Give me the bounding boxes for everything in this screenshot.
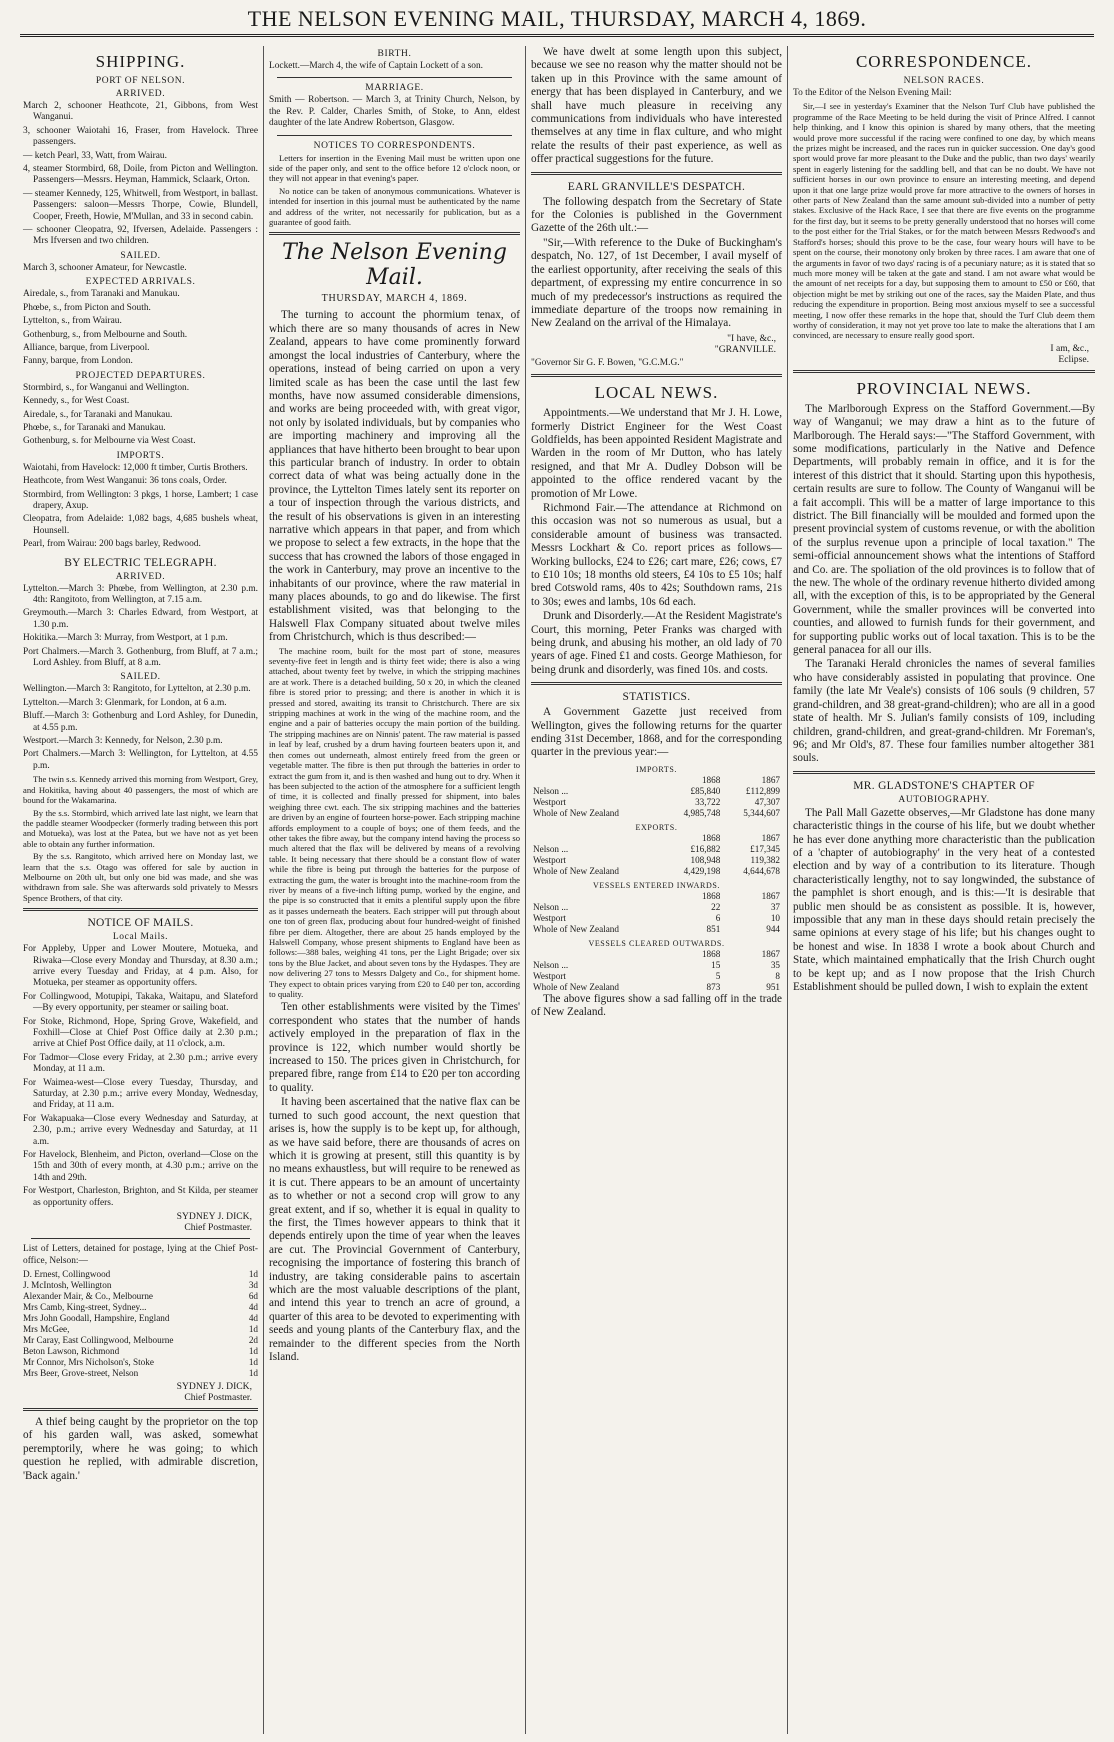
- statistics-title: STATISTICS.: [622, 691, 691, 704]
- tel-sailed-heading: SAILED.: [120, 672, 161, 683]
- birth-title: BIRTH.: [377, 49, 412, 59]
- marriage-title: MARRIAGE.: [365, 83, 424, 94]
- letter-due: 2d: [248, 1334, 258, 1345]
- letter-name: Mr Connor, Mrs Nicholson's, Stoke: [23, 1356, 154, 1367]
- provincial-title: PROVINCIAL NEWS.: [856, 378, 1032, 398]
- table-row: [531, 808, 782, 819]
- stat-year: 1867: [761, 774, 780, 785]
- table-row: [531, 855, 782, 866]
- list-item: Stormbird, from Wellington: 3 pkgs, 1 horse, Lambert; 1 case drapery, Axup.: [23, 489, 258, 511]
- list-item: Greymouth.—March 3: Charles Edward, from Westport, at 1.30 p.m.: [23, 608, 258, 630]
- shipping-note: The twin s.s. Kennedy arrived this morning from Westport, Grey, and Hokitika, having about 40 passengers, the most of which are bound for the Wakamarina.: [23, 774, 258, 806]
- gladstone-subtitle: AUTOBIOGRAPHY.: [898, 794, 990, 805]
- stat-section-heading: [531, 935, 782, 949]
- provincial-paragraph: The Marlborough Express on the Stafford Government.—By way of Wanganui; we may draw a hint as to the future of Marlborough. The Herald says:—"The Stafford Government, with some modifications, particularly in the Native and Defence Departments, will probably remain in office, and it is for the interest of this district that it should. Starting upon this hypothesis, certain results are sure to follow. The County of Wanganui will be a fait accompli. This will be a matter of large importance to this district. The Bill financially will be moulded and formed upon the present provincial system of customs revenue, or with the abolition of the surplus revenue upon a principle of local taxation." The semi-official announcement shows what the intentions of Stafford and Co. are. The spoliation of the old provinces is to follow that of the new. The whole of the ordinary revenue hitherto divided among all, with the exception of this, is to be appropriated by the General Government, while the smaller provinces will be converted into counties, and allowed to furnish funds for their government, and for supporting public works out of local taxation. This is to be the general panacea for all our ills.: [793, 402, 1095, 657]
- list-item: Phœbe, s., for Taranaki and Manukau.: [23, 422, 166, 433]
- list-item: Fanny, barque, from London.: [23, 356, 133, 367]
- letters-intro: List of Letters, detained for postage, lying at the Chief Post-office, Nelson:—: [23, 1244, 258, 1266]
- tel-arrived-list: [23, 584, 258, 670]
- stat-value: 4,644,678: [743, 865, 780, 876]
- shipping-note: By the s.s. Rangitoto, which arrived here on Monday last, we learn that the s.s. Otago was offered for sale by auction in Melbourne on 20th ult, but only one bid was made, and she was withdrawn from sale. She was afterwards sold privately to Messrs Spence Brothers, of that city.: [23, 851, 258, 903]
- masthead: THE NELSON EVENING MAIL, THURSDAY, MARCH 4, 1869.: [20, 6, 1094, 37]
- list-item: Gothenburg, s., from Melbourne and South.: [23, 329, 188, 340]
- stat-heading: IMPORTS.: [636, 764, 677, 774]
- mails-title: NOTICE OF MAILS.: [87, 917, 194, 930]
- list-item: Bluff.—March 3: Gothenburg and Lord Ashley, for Dunedin, at 4.55 p.m.: [23, 711, 258, 733]
- stat-heading: VESSELS CLEARED OUTWARDS.: [588, 938, 725, 948]
- statistics-table: [531, 761, 782, 993]
- stat-value: £112,899: [745, 785, 780, 796]
- stat-value: 15: [711, 959, 721, 970]
- list-item: Gothenburg, s. for Melbourne via West Coast.: [23, 436, 196, 447]
- port-heading: PORT OF NELSON.: [95, 76, 186, 86]
- stat-value: 22: [711, 901, 721, 912]
- letter-name: Beton Lawson, Richmond: [23, 1345, 120, 1356]
- stat-label: Whole of New Zealand: [533, 923, 619, 934]
- shipping-title: SHIPPING.: [95, 52, 186, 71]
- birth-text: Lockett.—March 4, the wife of Captain Lockett of a son.: [269, 61, 483, 71]
- table-row: [23, 1269, 258, 1280]
- list-item: Cleopatra, from Adelaide: 1,082 bags, 4,685 bushels wheat, Hounsell.: [23, 514, 258, 536]
- list-item: Stormbird, s., for Wanganui and Wellington.: [23, 382, 190, 393]
- table-row: [23, 1335, 258, 1346]
- leader-quote-paragraph: The machine room, built for the most part of stone, measures seventy-five feet in length and is thirty feet wide; there is also a wing attached, about twenty feet by twelve, in which the stripping machines are at work. There is a detached building, 50 x 20, in which the cleaned fibre is stored prior to pressing; and there is another in which it is pressed and stored, awaiting its transit to Christchurch. There are six stripping machines at work in the wing of the machine room, and the engine and a pair of batteries occupy the main portion of the building. The stripping machines are on Ninnis' patent. The raw material is passed in leaf by leaf, crushed by a drum having fourteen beaters upon it, and then comes out underneath, almost entirely freed from the green or vegetable matter. The fibre is then put through the batteries in order to extract the gum from it, and is then washed and hung out to dry. When it has been subjected to the action of the atmosphere for a sufficient length of time, it is collected and finally pressed for shipment, into bales weighing three cwt. each. The six stripping machines and the batteries are driven by an engine of fourteen horse-power. Each stripping machine affords employment to a couple of boys; one of them feeds, and the other takes the fibre away, but the company intend having the process so much altered that the flax will be delivered by means of a revolving table. It being necessary that there should be a constant flow of water while the fibre is being put through the batteries for the purpose of extracting the gum, the water is brought into the machine-room from the river by means of a five-inch lifting pump, worked by the engine, and the pipe is so constructed that it emits a plentiful supply upon the fibre as it passes underneath the beaters. Each stripper will put through about one ton of green flax, producing about four hundred-weight of finished fibre per diem. Altogether, there are about 25 hands employed by the Halswell Company, whose present shipments to England have been as follows:—388 bales, weighing 41 tons, per the Light Brigade; over six tons by the Blue Jacket, and about seven tons by the Hydaspes. They are now delivering 27 tons to Messrs Dalgety and Co., for shipment home. They expect to obtain prices varying from £20 to £40 per ton, according to quality.: [269, 645, 520, 1000]
- arrived-list: [23, 101, 258, 248]
- thief-paragraph-wrap: [23, 1416, 258, 1483]
- table-row: [531, 797, 782, 808]
- letter-due: 6d: [248, 1290, 258, 1301]
- table-row: [23, 1324, 258, 1335]
- granville-signer: "GRANVILLE.: [714, 343, 776, 355]
- granville-recipient: "Governor Sir G. F. Bowen, "G.C.M.G.": [531, 357, 684, 368]
- paper-title: The Nelson Evening Mail.: [282, 240, 507, 291]
- table-row: [23, 1302, 258, 1313]
- letter-due: 1d: [248, 1323, 258, 1334]
- thief-paragraph: A thief being caught by the proprietor on the top of his garden wall, was asked, somewhat peremptorily, where he was going; to which question he replied, with admirable discretion, 'Back again.': [23, 1415, 258, 1482]
- leader-continued: [269, 1001, 520, 1364]
- list-item: For Appleby, Upper and Lower Moutere, Motueka, and Riwaka—Close every Monday and Thursday, at 8.30 a.m.; arrive every Tuesday and Friday, at 4 p.m. Also, for Motueka, per steamer as opportunity offers.: [23, 944, 258, 989]
- correspondence-body: Sir,—I see in yesterday's Examiner that the Nelson Turf Club have published the programme of the Race Meeting to be held during the visit of Prince Alfred. I cannot help thinking, and I know this opinion is shared by many others, that the meeting would prove more successful if the racing were confined to one day, by which means the prizes might be increased, and the races run in quicker succession. One day's good sport would prove far more pleasant to the Duke and the public, than two days' wearily spent in eagerly listening for the saddling bell, and that can be no doubt. We have not sufficient horses in our own province to ensure an interesting meeting, and depend upon it that one large prize would prove far more attractive to the owners of horses in other parts of New Zealand than the same amount sub-divided into a number of petty stakes. Exclusive of the Hack Race, I see that there are five events on the programme for the first day, but it seems to be pretty generally understood that no horses will come to the post either for the Trial Stakes, or for the match between Messrs Redwood's and Stafford's horses; should this prove to be the case, four weary hours will have to be spent on the course, their monotony only broken by three races. I am aware that one of the arguments in favor of two days' racing is of a pecuniary nature; as it is stated that so much more money will be taken at the gate and stand. I am not aware what would be the amount of net receipts for a day, but supposing them to amount to £50 or £60, that objection might be met by striking out one of the races, say the Maiden Plate, and thus reducing the expenditure in proportion. Being most anxious myself to see a successful meeting, I now offer these remarks in the hope that, should the Turf Club deem them worthy of consideration, it may not yet prove too late to make the alterations that I am convinced, are necessary to ensure really good sport.: [793, 101, 1095, 341]
- imports-heading: IMPORTS.: [116, 450, 165, 461]
- list-item: For Waimea-west—Close every Tuesday, Thursday, and Saturday, at 2.30 p.m.; arrive every Monday, Wednesday, and Friday, at 11 a.m.: [23, 1077, 258, 1111]
- list-item: Westport.—March 3: Kennedy, for Nelson, 2.30 p.m.: [23, 736, 223, 747]
- divider: [793, 771, 1095, 774]
- letter-name: D. Ernest, Collingwood: [23, 1268, 111, 1279]
- leader-paragraph: We have dwelt at some length upon this subject, because we see no reason why the matter should not be taken up in this Province with the same amount of energy that has been displayed in Canterbury, and we shall have much pleasure in receiving any communications from individuals who have interested themselves at any time in flax culture, and who might relate the results of their past experience, as well as offer practical suggestions for the future.: [531, 46, 782, 166]
- letter-due: 1d: [248, 1367, 258, 1378]
- stat-value: 944: [766, 923, 780, 934]
- letter-due: 1d: [248, 1356, 258, 1367]
- telegraph-heading: BY ELECTRIC TELEGRAPH.: [64, 556, 217, 569]
- list-item: Heathcote, from West Wanganui: 36 tons coals, Order.: [23, 476, 227, 487]
- gladstone-body-wrap: [793, 807, 1095, 995]
- stat-value: 4,429,198: [683, 865, 721, 876]
- paper-date: THURSDAY, MARCH 4, 1869.: [321, 293, 468, 305]
- table-row: [531, 866, 782, 877]
- list-item: Wellington.—March 3: Rangitoto, for Lyttelton, at 2.30 p.m.: [23, 684, 251, 695]
- stat-years: [531, 891, 782, 902]
- list-item: 3, schooner Waiotahi 16, Fraser, from Havelock. Three passengers.: [23, 125, 258, 148]
- postmaster-signature: [23, 1381, 252, 1403]
- notices-paragraph: Letters for insertion in the Evening Mail must be written upon one side of the paper only, and sent to the office before 12 o'clock noon, or they will not appear in that evening's paper.: [269, 152, 520, 184]
- table-row: [531, 786, 782, 797]
- stat-value: 119,382: [750, 854, 780, 865]
- table-row: [23, 1357, 258, 1368]
- stat-value: 6: [715, 912, 721, 923]
- list-item: Kennedy, s., for West Coast.: [23, 396, 130, 407]
- granville-close: "I have, &c.,: [727, 332, 776, 344]
- tel-arrived-heading: ARRIVED.: [115, 571, 166, 582]
- table-row: [23, 1313, 258, 1324]
- mails-subtitle: Local Mails.: [112, 932, 169, 943]
- list-item: Airedale, s., from Taranaki and Manukau.: [23, 289, 180, 300]
- list-item: Hokitika.—March 3: Murray, from Westport, at 1 p.m.: [23, 633, 228, 644]
- provincial-body: [793, 403, 1095, 766]
- correspondence-title: CORRESPONDENCE.: [855, 52, 1033, 71]
- list-item: Pearl, from Wairau: 200 bags barley, Redwood.: [23, 539, 201, 550]
- table-row: [531, 960, 782, 971]
- stat-value: 8: [775, 970, 780, 981]
- signature-title: Chief Postmaster.: [184, 1222, 252, 1234]
- table-row: [531, 844, 782, 855]
- leader-paragraph: Ten other establishments were visited by the Times' correspondent who states that the number of hands actively employed in the preparation of flax in the province is 122, which number would shortly be increased to 150. The prices given in Christchurch, for prepared fibre, range from £14 to £20 per ton according to quality.: [269, 1001, 520, 1094]
- sailed-heading: SAILED.: [120, 250, 161, 261]
- stat-value: 951: [766, 981, 780, 992]
- letter-name: Mr Caray, East Collingwood, Melbourne: [23, 1334, 174, 1345]
- expected-heading: EXPECTED ARRIVALS.: [85, 277, 196, 288]
- statistics-footer: The above figures show a sad falling off in the trade of New Zealand.: [531, 992, 782, 1019]
- letter-due: 1d: [248, 1345, 258, 1356]
- stat-years: [531, 949, 782, 960]
- list-item: — steamer Kennedy, 125, Whitwell, from Westport, in ballast. Passengers: saloon—Messrs Thorpe, Cowie, Blundell, Cooper, Freeth, Howie, M'Mullan, and 33 in second cabin.: [23, 188, 258, 222]
- stat-label: Whole of New Zealand: [533, 981, 619, 992]
- letter-due: 4d: [248, 1301, 258, 1312]
- divider: [277, 135, 512, 136]
- list-item: Lyttelton, s., from Wairau.: [23, 316, 122, 327]
- mails-list: [23, 944, 258, 1209]
- stat-value: 37: [770, 901, 780, 912]
- divider: [531, 374, 782, 377]
- stat-label: Nelson ...: [533, 959, 569, 970]
- correspondence-subtitle: NELSON RACES.: [903, 76, 985, 86]
- list-item: Lyttelton.—March 3: Phœbe, from Wellington, at 2.30 p.m. 4th: Rangitoto, from Wellington, at 7.15 a.m.: [23, 583, 258, 605]
- list-item: Alliance, barque, from Liverpool.: [23, 342, 150, 353]
- list-item: March 3, schooner Amateur, for Newcastle.: [23, 262, 187, 273]
- stat-label: Westport: [533, 854, 566, 865]
- stat-value: £17,345: [750, 843, 780, 854]
- stat-value: 35: [770, 959, 780, 970]
- columns: [18, 46, 1100, 1734]
- statistics-footer-wrap: [531, 993, 782, 1020]
- stat-value: 851: [706, 923, 721, 934]
- list-item: Phœbe, s., from Picton and South.: [23, 302, 151, 313]
- divider: [531, 682, 782, 685]
- divider: [793, 370, 1095, 373]
- arrived-heading: ARRIVED.: [115, 89, 166, 99]
- stat-value: 10: [770, 912, 780, 923]
- stat-label: Westport: [533, 796, 566, 807]
- stat-section-heading: [531, 761, 782, 775]
- provincial-paragraph: The Taranaki Herald chronicles the names of several families who have considerably assisted in populating that province. One family (the late Mr Veale's) consists of 106 souls (9 children, 57 grand-children, and 38 great-grand-children); who are all in a good state of health. Mr S. Julian's family consists of 109, including children, grand-children, and great-grand-children. Mr Foreman's, 96; and Mr Old's, 87. These four families number altogether 381 souls.: [793, 658, 1095, 765]
- divider: [277, 77, 512, 78]
- notices-paragraph: No notice can be taken of anonymous communications. Whatever is intended for insertion in this journal must be authenticated by the name and address of the writer, not necessarily for publication, but as a guarantee of good faith.: [269, 185, 520, 228]
- correspondence-body-wrap: [793, 101, 1095, 340]
- notices-title: NOTICES TO CORRESPONDENTS.: [313, 140, 476, 151]
- stat-heading: EXPORTS.: [635, 822, 678, 832]
- column-3: [526, 46, 788, 1734]
- local-news-paragraph: Richmond Fair.—The attendance at Richmond on this occasion was not so numerous as usual, but a considerable amount of business was transacted. Messrs Lockhart & Co. report prices as follows—Working bullocks, £24 to £26; cart mare, £26; cows, £7 to £10 10s; 18 months old steers, £4 10s to £5 10s; half bred Cotswold rams, 40s to 42s; Southdown rams, 21s to 30s; ewes and lambs, 10s 6d each.: [531, 501, 782, 608]
- letter-due: 3d: [248, 1279, 258, 1290]
- stat-label: Whole of New Zealand: [533, 807, 619, 818]
- leader-end: [531, 46, 782, 167]
- letter-due: 1d: [248, 1268, 258, 1279]
- stat-label: Whole of New Zealand: [533, 865, 619, 876]
- leader-paragraph: It having been ascertained that the native flax can be turned to such good account, the next question that arises is, how the supply is to be kept up, for although, as we have said before, there are thousands of acres on which it is growing at present, still this quantity is by no means exhaustless, but will require to be renewed as it is cut. There appears to be an amount of uncertainty as to whether or not a second crop will grow to any great extent, and if so, whether it is equal in quality to the first, the Times however appears to think that it depends entirely upon the time of year when the leaves are cut. The Provincial Government of Canterbury, recognising the importance of fostering this branch of industry, are taking considerable pains to ascertain which are the most valuable descriptions of the plant, and intend this year to trench an acre of ground, a quarter of this area to be devoted to experimenting with seeds and young plants of the Canterbury flax, and the remainder to the different species from the North Island.: [269, 1096, 520, 1363]
- list-item: For Havelock, Blenheim, and Picton, overland—Close on the 15th and 30th of every month, at 4.30 p.m.; arrive on the 14th and 29th.: [23, 1150, 258, 1183]
- table-row: [23, 1346, 258, 1357]
- stat-year: 1867: [761, 948, 780, 959]
- letter-name: Mrs McGee,: [23, 1323, 70, 1334]
- letter-due: 4d: [248, 1312, 258, 1323]
- stat-value: 33,722: [695, 796, 721, 807]
- expected-list: [23, 289, 258, 367]
- stat-value: 5,344,607: [743, 807, 780, 818]
- stat-label: Westport: [533, 970, 566, 981]
- stat-value: 47,307: [754, 796, 780, 807]
- list-item: Waiotahi, from Havelock: 12,000 ft timber, Curtis Brothers.: [23, 462, 248, 473]
- list-item: — schooner Cleopatra, 92, Ifversen, Adelaide. Passengers : Mrs Ifversen and two children.: [23, 225, 258, 247]
- leader-quote: [269, 646, 520, 1000]
- stat-heading: VESSELS ENTERED INWARDS.: [592, 880, 721, 890]
- imports-list: [23, 463, 258, 551]
- divider: [31, 1238, 250, 1239]
- list-item: For Collingwood, Motupipi, Takaka, Waitapu, and Slateford—By every opportunity, per steamer or sailing boat.: [23, 991, 258, 1014]
- column-2: [264, 46, 526, 1734]
- statistics-intro-wrap: [531, 706, 782, 760]
- granville-signature: [531, 333, 776, 355]
- letter-name: Mrs Camb, King-street, Sydney...: [23, 1301, 147, 1312]
- signature-title: Chief Postmaster.: [184, 1391, 252, 1403]
- list-item: Airedale, s., for Taranaki and Manukau.: [23, 409, 173, 420]
- local-news-paragraph: Appointments.—We understand that Mr J. H. Lowe, formerly District Engineer for the West Coast Goldfields, has been appointed Resident Magistrate and Warden in the room of Mr Dutton, who has lately resigned, and that Mr A. Dudley Dobson will be appointed to the office rendered vacant by the promotion of Mr Lowe.: [531, 407, 782, 500]
- stat-year: 1868: [701, 890, 721, 901]
- shipping-note: By the s.s. Stormbird, which arrived late last night, we learn that the paddle steamer Woodpecker (formerly trading between this port and Motueka), was lost at the Patea, but we have not as yet been able to obtain any further information.: [23, 807, 258, 849]
- gladstone-title: MR. GLADSTONE'S CHAPTER OF: [853, 779, 1035, 792]
- table-row: [23, 1280, 258, 1291]
- list-item: Port Chalmers.—March 3. Gothenburg, from Bluff, at 7 a.m.; Lord Ashley. from Bluff, at 8 a.m.: [23, 646, 258, 669]
- projected-list: [23, 383, 258, 448]
- local-news-paragraph: Drunk and Disorderly.—At the Resident Magistrate's Court, this morning, Peter Franks was charged with being drunk, and abusing his mother, an old lady of 70 years of age. Fined £1 and costs. George Mathieson, for being drunk and disorderly, was fined 10s. and costs.: [531, 610, 782, 676]
- list-item: — ketch Pearl, 33, Watt, from Wairau.: [23, 150, 167, 161]
- column-1: [18, 46, 264, 1734]
- stat-label: Nelson ...: [533, 785, 569, 796]
- list-item: March 2, schooner Heathcote, 21, Gibbons, from West Wanganui.: [23, 101, 258, 123]
- stat-value: 108,948: [690, 854, 721, 865]
- correspondence-signer: Eclipse.: [1058, 353, 1089, 365]
- tel-sailed-list: [23, 684, 258, 772]
- divider: [531, 172, 782, 175]
- leader-paragraph: The turning to account the phormium tenax, of which there are so many thousands of acres in New Zealand, appears to have come prominently forward amongst the local industries of Canterbury, where the operations, instead of being carried on upon a very limited scale as has been the case until the last few months, have now assumed considerable dimensions, and works are being proceeded with, with great vigor, not only by isolated individuals, but by companies who are importing machinery and improving all the appliances that have hitherto been brought to bear upon this particular branch of industry. In order to obtain correct data of what was being actually done in the province, the Lyttelton Times lately sent its reporter on a tour of inspection through the various districts, and the result of his observations is given in an interesting narrative which appears in that paper, and from which we propose to select a few extracts, in the hope that the success that has crowned the labors of those engaged in the work in Canterbury, may prove an incentive to the inhabitants of our province, where the raw material in many places abounds, to go and do likewise. The first establishment visited, was that belonging to the Halswell Flax Company situated about twelve miles from Christchurch, which is thus described:—: [269, 309, 520, 644]
- stat-value: 4,985,748: [683, 807, 721, 818]
- signature-name: SYDNEY J. DICK,: [176, 1211, 252, 1223]
- leader-intro: [269, 309, 520, 644]
- list-item: For Westport, Charleston, Brighton, and St Kilda, per steamer as opportunity offers.: [23, 1186, 258, 1208]
- letter-name: J. McIntosh, Wellington: [23, 1279, 112, 1290]
- letter-name: Mrs John Goodall, Hampshire, England: [23, 1312, 170, 1323]
- stat-years: [531, 775, 782, 786]
- table-row: [531, 982, 782, 993]
- local-news-body: [531, 407, 782, 677]
- table-row: [531, 913, 782, 924]
- stat-year: 1868: [701, 832, 721, 843]
- list-item: For Wakapuaka—Close every Wednesday and Saturday, at 2.30, p.m.; arrive every Wednesday and Saturday, at 11 a.m.: [23, 1113, 258, 1147]
- stat-value: £16,882: [690, 843, 721, 854]
- list-item: Lyttelton.—March 3: Glenmark, for London, at 6 a.m.: [23, 697, 227, 708]
- marriage-text: Smith — Robertson. — March 3, at Trinity Church, Nelson, by the Rev. P. Calder, Charles Smith, of Stoke, to Ann, eldest daughter of the late Andrew Robertson, Glasgow.: [269, 95, 520, 129]
- stat-year: 1868: [701, 948, 721, 959]
- letter-name: Mrs Beer, Grove-street, Nelson: [23, 1367, 139, 1378]
- list-item: 4, steamer Stormbird, 68, Doile, from Picton and Wellington. Passengers—Messrs. Heyman, Hammick, Sclaark, Orton.: [23, 164, 258, 186]
- stat-label: Westport: [533, 912, 566, 923]
- correspondence-to: To the Editor of the Nelson Evening Mail:: [793, 88, 952, 98]
- stat-section-heading: [531, 819, 782, 833]
- signature-name: SYDNEY J. DICK,: [176, 1380, 252, 1392]
- table-row: [531, 924, 782, 935]
- letters-table: [23, 1269, 258, 1379]
- stat-value: £85,840: [690, 785, 721, 796]
- stat-label: Nelson ...: [533, 901, 569, 912]
- stat-value: 5: [715, 970, 721, 981]
- shipping-notes: [23, 774, 258, 903]
- list-item: For Stoke, Richmond, Hope, Spring Grove, Wakefield, and Foxhill—Close at Chief Post Office daily at 2.30 p.m.; arrive at Chief Post Office daily, at 11 o'clock, a.m.: [23, 1016, 258, 1050]
- notices-body: [269, 153, 520, 228]
- stat-label: Nelson ...: [533, 843, 569, 854]
- granville-body: [531, 196, 782, 331]
- list-item: For Tadmor—Close every Friday, at 2.30 p.m.; arrive every Monday, at 11 a.m.: [23, 1052, 258, 1075]
- table-row: [531, 902, 782, 913]
- correspondence-close: I am, &c.,: [1050, 342, 1089, 354]
- divider: [23, 908, 258, 911]
- column-4: [788, 46, 1100, 1734]
- local-news-title: LOCAL NEWS.: [594, 383, 719, 403]
- projected-heading: PROJECTED DEPARTURES.: [75, 370, 206, 381]
- postmaster-signature: [23, 1211, 252, 1233]
- stat-section-heading: [531, 877, 782, 891]
- table-row: [531, 971, 782, 982]
- granville-title: EARL GRANVILLE'S DESPATCH.: [567, 180, 746, 193]
- granville-despatch: "Sir,—With reference to the Duke of Buckingham's despatch, No. 127, of 1st December, I avail myself of the earliest opportunity, after receiving the seals of this department, of expressing my entire concurrence in so much of my predecessor's instructions as required the immediate departure of the troops now remaining in New Zealand on the arrival of the Himalaya.: [531, 236, 782, 330]
- table-row: [23, 1368, 258, 1379]
- gladstone-body: The Pall Mall Gazette observes,—Mr Gladstone has done many characteristic things in the course of his life, but we doubt whether he has ever done anything more characteristic than the publication of a 'chapter of autobiography' in the very heat of a contested election and by way of a contribution to its literature. Though characteristically lengthy, not to say longwinded, the substance of the pamphlet is short enough, and is this:—'It is desirable that public men should be as consistent as possible. It is, however, impossible that any man in these days should retain precisely the same opinions at every stage of his life; but his changes ought to be honest and wise. In 1838 I wrote a book about Church and State, which maintained emphatically that the Irish Church ought to be kept up; and as I now propose that the Irish Church Establishment should be pulled down, I wish to explain the extent: [793, 806, 1095, 993]
- divider: [23, 1408, 258, 1411]
- correspondence-signature: [793, 343, 1089, 365]
- stat-year: 1867: [761, 890, 780, 901]
- stat-year: 1868: [701, 774, 721, 785]
- statistics-intro: A Government Gazette just received from Wellington, gives the following returns for the quarter ending 31st December, 1868, and for the corresponding quarter in the previous year:—: [531, 706, 782, 759]
- stat-year: 1867: [761, 832, 780, 843]
- list-item: Port Chalmers.—March 3: Wellington, for Lyttelton, at 4.55 p.m.: [23, 749, 258, 771]
- stat-value: 873: [706, 981, 721, 992]
- table-row: [23, 1291, 258, 1302]
- stat-years: [531, 833, 782, 844]
- divider: [269, 232, 520, 235]
- granville-intro: The following despatch from the Secretary of State for the Colonies is published in the Government Gazette of the 26th ult.:—: [531, 195, 782, 235]
- letter-name: Alexander Mair, & Co., Melbourne: [23, 1290, 154, 1301]
